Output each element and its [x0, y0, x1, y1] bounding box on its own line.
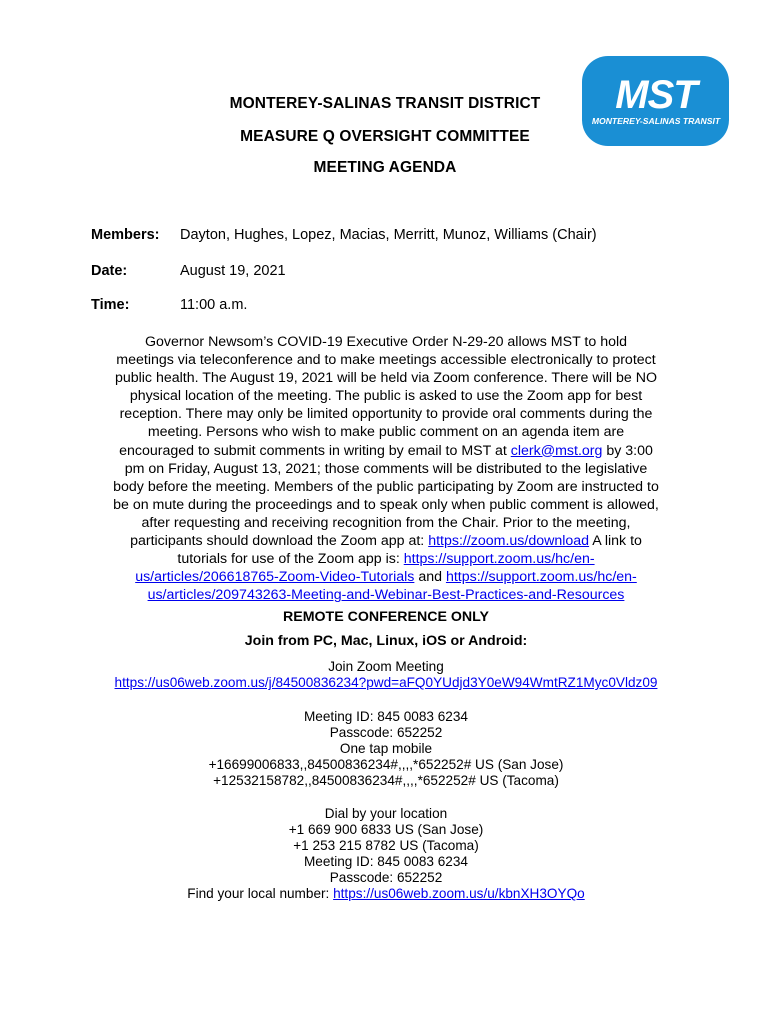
- zoom-support-link-part1[interactable]: https://support.zoom.us/hc/en-: [403, 551, 595, 568]
- paragraph-line: [90, 586, 682, 604]
- passcode: Passcode: 652252: [329, 725, 443, 741]
- time-value: 11:00 a.m.: [180, 297, 248, 313]
- paragraph-line: [90, 550, 682, 568]
- paragraph-line: meeting. Persons who wish to make public comment on an agenda item are: [147, 424, 625, 441]
- paragraph-line: Governor Newsom’s COVID-19 Executive Order N-29-20 allows MST to hold: [144, 334, 628, 350]
- clerk-email-link[interactable]: clerk@mst.org: [510, 442, 603, 459]
- paragraph-line: pm on Friday, August 13, 2021; those comments will be distributed to the legislative: [124, 460, 648, 477]
- paragraph-text: participants should download the Zoom app at:: [130, 533, 429, 550]
- one-tap-tacoma: +12532158782,,84500836234#,,,,*652252# US (Tacoma): [213, 773, 559, 789]
- zoom-best-practices-link[interactable]: us/articles/209743263-Meeting-and-Webinar-Best-Practices-and-Resources: [147, 587, 625, 604]
- paragraph-line: meetings via teleconference and to make meetings accessible electronically to protect: [116, 352, 656, 369]
- date-value: August 19, 2021: [180, 263, 286, 279]
- logo-mark: MST: [615, 73, 697, 117]
- paragraph-line: public health. The August 19, 2021 will be held via Zoom conference. There will be NO: [114, 370, 658, 387]
- dial-in-block: [90, 806, 682, 903]
- join-label: Join Zoom Meeting: [328, 659, 444, 674]
- paragraph-text: by 3:00: [602, 442, 653, 459]
- paragraph-line: [90, 532, 682, 550]
- paragraph-line: body before the meeting. Members of the public participating by Zoom are instructed to: [113, 478, 659, 495]
- paragraph-text: encouraged to submit comments in writing by email to MST at: [119, 442, 511, 459]
- zoom-download-link[interactable]: https://zoom.us/download: [428, 533, 590, 550]
- local-number-link[interactable]: https://us06web.zoom.us/u/kbnXH3OYQo: [333, 886, 585, 902]
- one-tap-label: One tap mobile: [339, 741, 433, 757]
- meeting-details-block: [90, 709, 682, 789]
- one-tap-san-jose: +16699006833,,84500836234#,,,,*652252# US (San Jose): [208, 757, 564, 773]
- passcode-2: Passcode: 652252: [329, 870, 443, 886]
- paragraph-line: after requesting and receiving recognition from the Chair. Prior to the meeting,: [141, 514, 631, 531]
- zoom-meeting-link[interactable]: https://us06web.zoom.us/j/84500836234?pwd=aFQ0YUdjd3Y0eW94WmtRZ1Myc0Vldz09: [114, 675, 658, 691]
- date-label: Date:: [91, 263, 128, 279]
- join-link-line: [90, 675, 682, 691]
- time-label: Time:: [91, 297, 130, 313]
- paragraph-text: A link to: [589, 533, 642, 550]
- remote-heading: REMOTE CONFERENCE ONLY: [282, 609, 489, 625]
- dial-label: Dial by your location: [324, 806, 448, 821]
- members-value: Dayton, Hughes, Lopez, Macias, Merritt, Munoz, Williams (Chair): [180, 227, 597, 243]
- district-title: MONTEREY-SALINAS TRANSIT DISTRICT: [229, 95, 541, 112]
- executive-order-paragraph: [90, 333, 682, 604]
- zoom-tutorials-link[interactable]: us/articles/206618765-Zoom-Video-Tutorials: [135, 569, 415, 586]
- meeting-id-2: Meeting ID: 845 0083 6234: [303, 854, 468, 870]
- local-number-label: Find your local number:: [187, 886, 334, 902]
- meeting-id: Meeting ID: 845 0083 6234: [303, 709, 468, 724]
- paragraph-text: and: [414, 569, 446, 586]
- paragraph-text: tutorials for use of the Zoom app is:: [177, 551, 404, 568]
- paragraph-line: reception. There may only be limited opportunity to provide oral comments during the: [119, 406, 653, 423]
- dial-san-jose: +1 669 900 6833 US (San Jose): [288, 822, 484, 838]
- paragraph-line: physical location of the meeting. The public is asked to use the Zoom app for best: [129, 388, 643, 405]
- logo-subtitle: MONTEREY-SALINAS TRANSIT: [591, 116, 721, 126]
- join-platforms-heading: Join from PC, Mac, Linux, iOS or Android:: [244, 633, 528, 649]
- committee-title: MEASURE Q OVERSIGHT COMMITTEE: [240, 128, 530, 145]
- paragraph-line: [90, 442, 682, 460]
- paragraph-line: [90, 568, 682, 586]
- local-number-line: [90, 886, 682, 902]
- dial-tacoma: +1 253 215 8782 US (Tacoma): [293, 838, 479, 854]
- join-meeting-block: [90, 659, 682, 691]
- zoom-best-practices-link-part1[interactable]: https://support.zoom.us/hc/en-: [445, 569, 637, 586]
- paragraph-line: be on mute during the proceedings and to speak only when public comment is allowed,: [113, 496, 659, 513]
- agenda-title: MEETING AGENDA: [313, 159, 457, 176]
- members-label: Members:: [91, 227, 160, 243]
